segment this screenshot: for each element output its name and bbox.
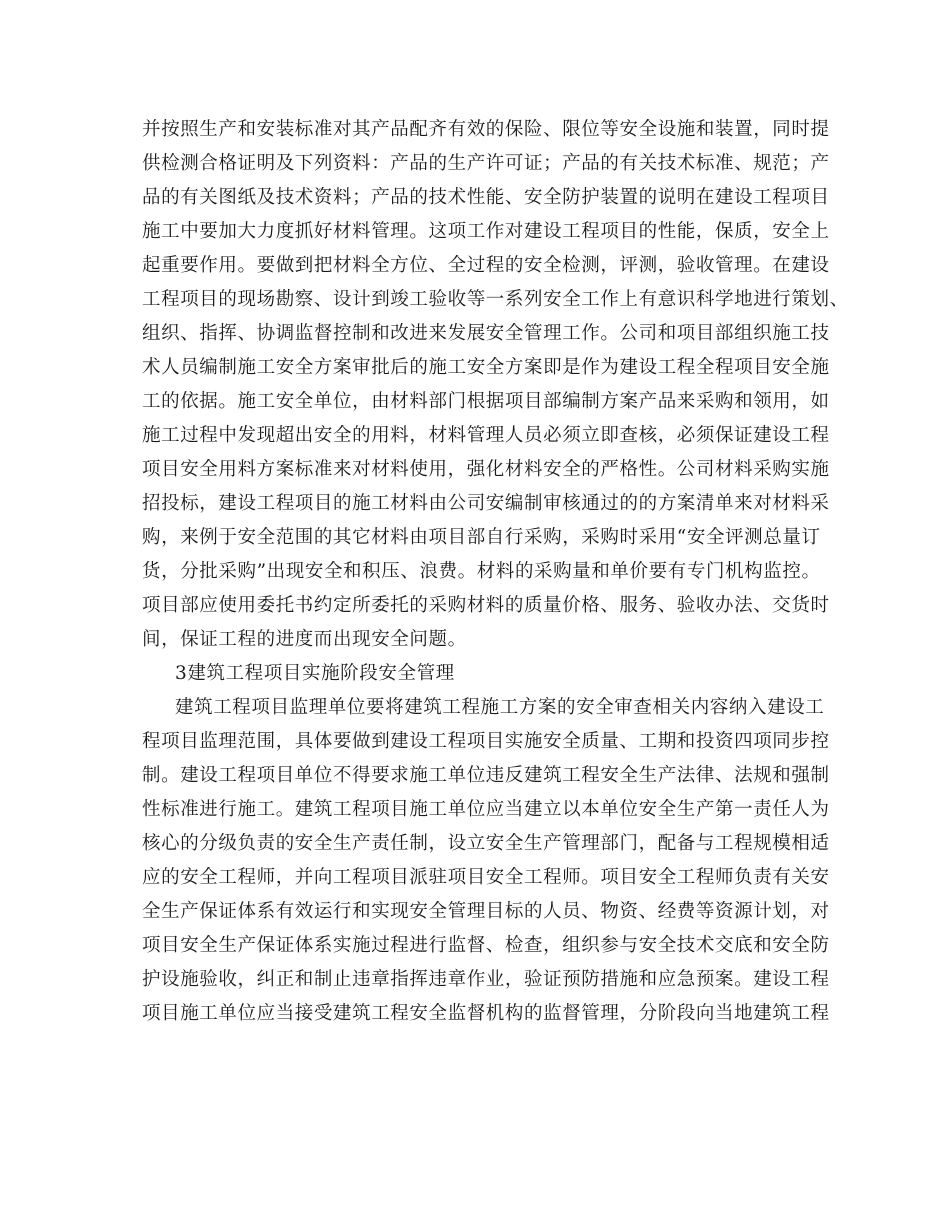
paragraph-line: 核心的分级负责的安全生产责任制，设立安全生产管理部门，配备与工程规模相适 [142,833,830,854]
paragraph-line: 供检测合格证明及下列资料：产品的生产许可证；产品的有关技术标准、规范；产 [142,153,830,174]
paragraph-line: 建筑工程项目监理单位要将建筑工程施工方案的安全审查相关内容纳入建设工 [175,697,825,718]
paragraph-line: 并按照生产和安装标准对其产品配齐有效的保险、限位等安全设施和装置，同时提 [142,119,830,140]
paragraph-line: 项目安全用料方案标准来对材料使用，强化材料安全的严格性。公司材料采购实施 [142,459,830,480]
paragraph-line: 项目施工单位应当接受建筑工程安全监督机构的监督管理，分阶段向当地建筑工程 [142,1003,830,1024]
paragraph-line: 应的安全工程师，并向工程项目派驻项目安全工程师。项目安全工程师负责有关安 [142,867,830,888]
paragraph-line: 全生产保证体系有效运行和实现安全管理目标的人员、物资、经费等资源计划，对 [142,901,830,922]
paragraph-line: 组织、指挥、协调监督控制和改进来发展安全管理工作。公司和项目部组织施工技 [142,323,830,344]
paragraph-line: 项目安全生产保证体系实施过程进行监督、检查，组织参与安全技术交底和安全防 [142,935,830,956]
paragraph-line: 制。建设工程项目单位不得要求施工单位违反建筑工程安全生产法律、法规和强制 [142,765,830,786]
paragraph-line: 护设施验收，纠正和制止违章指挥违章作业，验证预防措施和应急预案。建设工程 [142,969,830,990]
paragraph-line: 性标准进行施工。建筑工程项目施工单位应当建立以本单位安全生产第一责任人为 [142,799,830,820]
paragraph-line: 工程项目的现场勘察、设计到竣工验收等一系列安全工作上有意识科学地进行策划、 [142,289,849,310]
paragraph-line: 招投标，建设工程项目的施工材料由公司安编制审核通过的的方案清单来对材料采 [142,493,830,514]
paragraph-line: 起重要作用。要做到把材料全方位、全过程的安全检测，评测，验收管理。在建设 [142,255,830,276]
paragraph-line: 工的依据。施工安全单位，由材料部门根据项目部编制方案产品来采购和领用，如 [142,391,830,412]
paragraph-line: 项目部应使用委托书约定所委托的采购材料的质量价格、服务、验收办法、交货时 [142,595,830,616]
paragraph-line: 施工中要加大力度抓好材料管理。这项工作对建设工程项目的性能，保质，安全上 [142,221,830,242]
paragraph-line: 购，来例于安全范围的其它材料由项目部自行采购，采购时采用“安全评测总量订 [142,527,821,548]
paragraph-line: 品的有关图纸及技术资料；产品的技术性能、安全防护装置的说明在建设工程项目 [142,187,830,208]
section-heading: 3建筑工程项目实施阶段安全管理 [175,663,455,684]
paragraph-line: 术人员编制施工安全方案审批后的施工安全方案即是作为建设工程全程项目安全施 [142,357,830,378]
paragraph-line: 施工过程中发现超出安全的用料，材料管理人员必须立即查核，必须保证建设工程 [142,425,830,446]
paragraph-line: 程项目监理范围，具体要做到建设工程项目实施安全质量、工期和投资四项同步控 [142,731,830,752]
paragraph-line: 货，分批采购”出现安全和积压、浪费。材料的采购量和单价要有专门机构监控。 [142,561,821,582]
paragraph-line: 间，保证工程的进度而出现安全问题。 [142,629,467,650]
